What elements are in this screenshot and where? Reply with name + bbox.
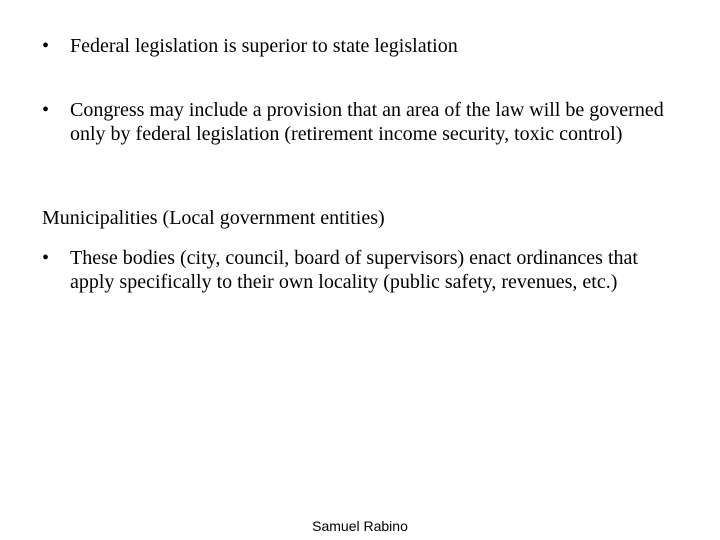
bullet-text: Congress may include a provision that an area of the law will be governed only by federal legislation (retirement income security, toxic control) bbox=[70, 99, 664, 145]
bullet-text: Federal legislation is superior to state legislation bbox=[70, 35, 458, 57]
bullet-text: These bodies (city, council, board of supervisors) enact ordinances that apply specifically to their own locality (public safety, revenues, etc.) bbox=[70, 247, 638, 293]
bullet-local-bodies bbox=[42, 246, 682, 294]
section-heading-municipalities: Municipalities (Local government entities) bbox=[42, 207, 385, 229]
bullet-icon: • bbox=[42, 247, 50, 269]
bullet-icon: • bbox=[42, 35, 50, 57]
bullet-congress-provision bbox=[42, 98, 682, 146]
footer-author: Samuel Rabino bbox=[312, 518, 408, 534]
bullet-federal-superior bbox=[42, 34, 682, 58]
bullet-icon: • bbox=[42, 99, 50, 121]
